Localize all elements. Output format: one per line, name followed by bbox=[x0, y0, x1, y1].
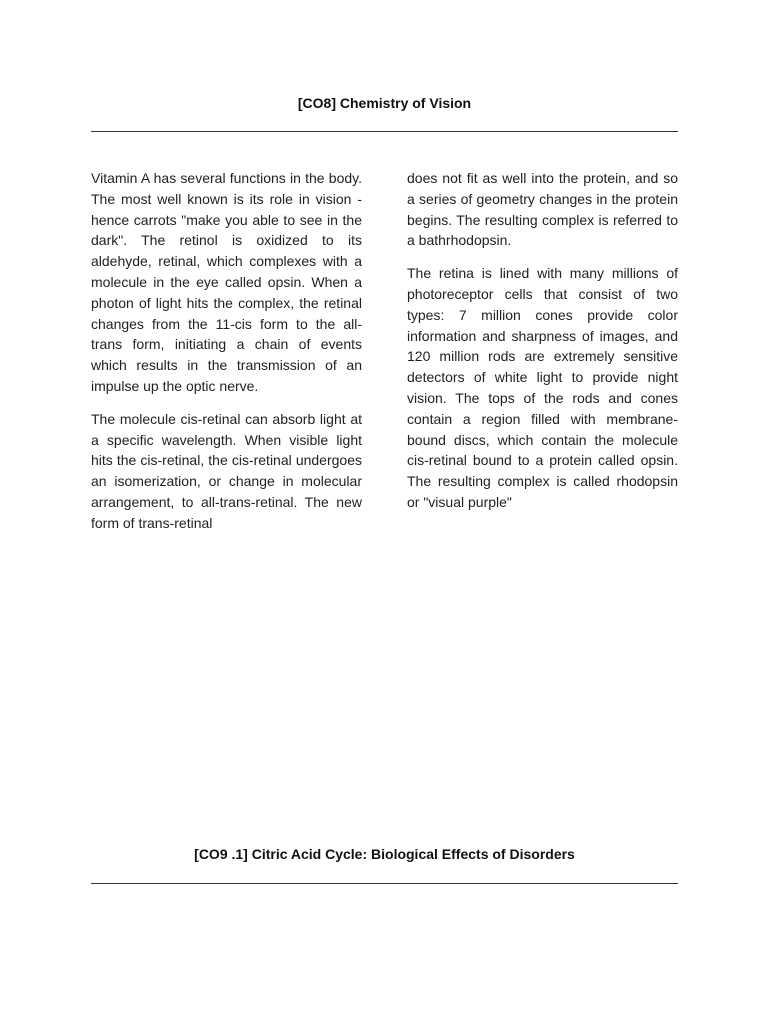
paragraph-vitamin-a: Vitamin A has several functions in the body. The most well known is its role in vision - hence carrots "make you able to see in the dark". The retinol is oxidized to its aldehyde, retinal, which complexes with a molecule in the eye called opsin. When a photon of light hits the complex, the retinal changes from the 11-cis form to the all-trans form, initiating a chain of events which results in the transmission of an impulse up the optic nerve. bbox=[91, 170, 362, 394]
section-divider bbox=[91, 131, 678, 132]
left-text-column bbox=[91, 168, 362, 546]
section-title-citric-acid-cycle: [CO9 .1] Citric Acid Cycle: Biological Effects of Disorders bbox=[194, 846, 575, 862]
right-text-column bbox=[407, 168, 678, 525]
section-title-chemistry-of-vision: [CO8] Chemistry of Vision bbox=[297, 95, 472, 111]
section-divider bbox=[91, 883, 678, 884]
paragraph-bathrhodopsin: does not fit as well into the protein, and so a series of geometry changes in the protein begins. The resulting complex is referred to a bathrhodopsin. bbox=[407, 170, 678, 249]
paragraph-retina-photoreceptors: The retina is lined with many millions of photoreceptor cells that consist of two types: 7 million cones provide color information and sharpness of images, and 120 million rods are extremely sensitive detectors of white light to provide night vision. The tops of the rods and cones contain a region filled with membrane-bound discs, which contain the molecule cis-retinal bound to a protein called opsin. The resulting complex is called rhodopsin or "visual purple" bbox=[407, 265, 678, 510]
paragraph-cis-retinal: The molecule cis-retinal can absorb light at a specific wavelength. When visible light hits the cis-retinal, the cis-retinal undergoes an isomerization, or change in molecular arrangement, to all-trans-retinal. The new form of trans-retinal bbox=[91, 410, 362, 531]
